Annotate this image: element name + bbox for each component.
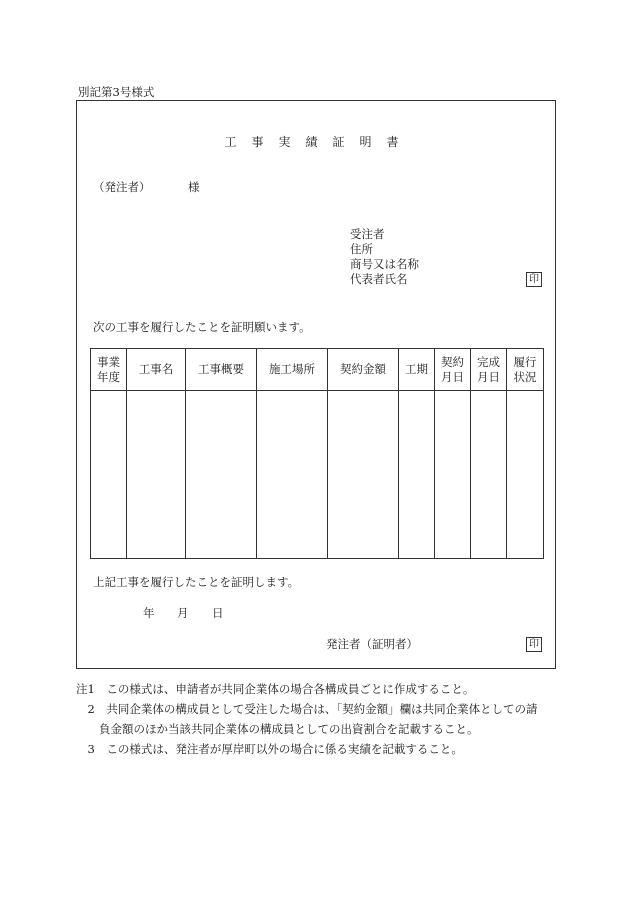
header-text-line: 年度	[97, 369, 120, 384]
column-header-construction-site	[257, 349, 328, 391]
table-cell[interactable]	[471, 391, 507, 559]
contractor-trade-name-label: 商号又は名称	[350, 257, 419, 271]
note-line: 3 この様式は、発注者が厚岸町以外の場合に係る実績を記載すること。	[76, 742, 463, 756]
date-day-label: 日	[212, 606, 224, 620]
column-header-completion-date	[471, 349, 507, 391]
certifier-seal-mark	[526, 636, 542, 652]
request-text: 次の工事を履行したことを証明願います。	[93, 320, 311, 334]
column-header-construction-period	[399, 349, 435, 391]
header-text-line: 施工場所	[269, 362, 315, 376]
table-cell[interactable]	[127, 391, 186, 559]
header-text-line: 契約	[441, 354, 464, 369]
notes-section	[76, 679, 538, 759]
table-cell[interactable]	[257, 391, 328, 559]
header-text-line: 完成	[477, 354, 500, 369]
certifier-label: 発注者（証明者）	[326, 637, 418, 651]
note-line: 負金額のほか当該共同企業体の構成員としての出資割合を記載すること。	[76, 722, 479, 736]
table-cell[interactable]	[507, 391, 544, 559]
header-text-line: 履行	[513, 354, 537, 369]
contractor-representative-label: 代表者氏名	[350, 272, 408, 286]
header-text-line: 工期	[405, 362, 428, 376]
note-line: 注1 この様式は、申請者が共同企業体の場合各構成員ごとに作成すること。	[76, 682, 475, 696]
column-header-contract-amount	[328, 349, 399, 391]
table-row	[91, 391, 544, 559]
works-table-header-row	[91, 349, 544, 391]
contractor-seal-mark	[526, 271, 542, 287]
header-text-line: 工事概要	[198, 362, 244, 376]
table-cell[interactable]	[435, 391, 471, 559]
column-header-fiscal-year	[91, 349, 127, 391]
column-header-work-name	[127, 349, 186, 391]
column-header-work-summary	[186, 349, 257, 391]
header-text-line: 月日	[441, 369, 464, 384]
date-year-label: 年	[143, 606, 155, 620]
header-text-line: 事業	[97, 354, 120, 369]
header-text-line: 月日	[477, 369, 500, 384]
note-line: 2 共同企業体の構成員として受注した場合は、「契約金額」欄は共同企業体としての請	[76, 702, 538, 716]
header-text-line: 工事名	[138, 362, 174, 376]
table-cell[interactable]	[91, 391, 127, 559]
seal-mark-text: 印	[526, 272, 542, 287]
addressee-label: （発注者）	[93, 180, 151, 194]
table-cell[interactable]	[328, 391, 399, 559]
works-table	[90, 348, 544, 559]
contractor-address-label: 住所	[350, 242, 373, 256]
column-header-contract-date	[435, 349, 471, 391]
document-title: 工事実績証明書	[224, 135, 414, 149]
header-text-line: 契約金額	[340, 362, 386, 376]
form-number-label: 別記第3号様式	[78, 85, 155, 99]
date-month-label: 月	[177, 606, 189, 620]
addressee-suffix: 様	[188, 180, 200, 194]
certify-text: 上記工事を履行したことを証明します。	[93, 575, 300, 589]
seal-mark-text: 印	[526, 637, 542, 652]
header-text-line: 状況	[513, 369, 537, 384]
table-cell[interactable]	[186, 391, 257, 559]
column-header-performance-status	[507, 349, 544, 391]
table-cell[interactable]	[399, 391, 435, 559]
contractor-heading: 受注者	[350, 227, 385, 241]
